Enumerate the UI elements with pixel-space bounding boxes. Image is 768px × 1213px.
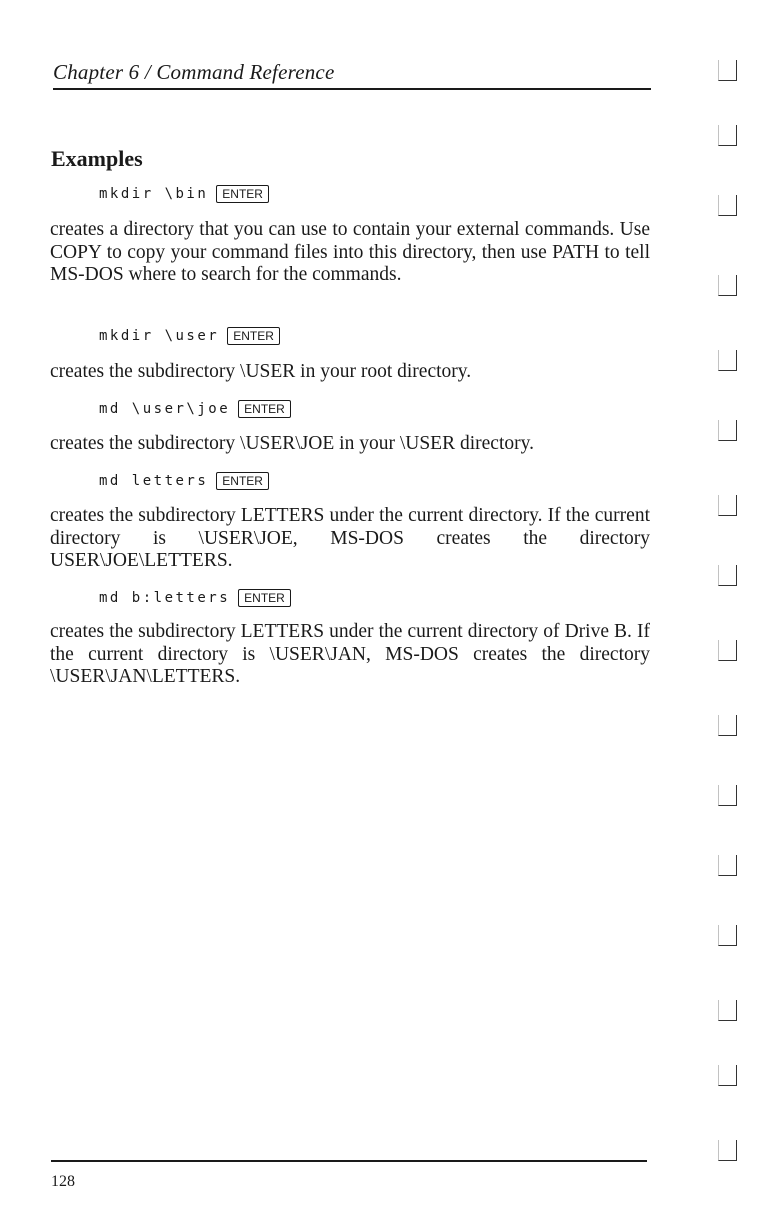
chapter-header: Chapter 6 / Command Reference: [53, 60, 335, 84]
command-text: mkdir \bin: [99, 186, 209, 202]
binding-mark: [718, 195, 737, 216]
example-description: creates the subdirectory \USER\JOE in your \USER directory.: [50, 433, 534, 454]
example-command-mkdir-bin: [99, 183, 269, 205]
enter-key-icon: ENTER: [216, 185, 269, 203]
binding-mark: [718, 350, 737, 371]
enter-key-icon: ENTER: [238, 400, 291, 418]
binding-mark: [718, 925, 737, 946]
example-description: creates the subdirectory LETTERS under the current directory. If the current directory is \USER\JOE, MS-DOS creates the directory USER\JOE\LETTERS.: [50, 505, 650, 571]
binding-marks: [712, 50, 742, 1170]
command-text: md b:letters: [99, 590, 231, 606]
command-text: mkdir \user: [99, 328, 220, 344]
example-description: creates a directory that you can use to contain your external commands. Use COPY to copy your command files into this directory, then use PATH to tell MS-DOS where to search for the commands.: [50, 219, 650, 285]
page-number: 128: [51, 1173, 75, 1190]
binding-mark: [718, 420, 737, 441]
command-text: md letters: [99, 473, 209, 489]
enter-key-icon: ENTER: [238, 589, 291, 607]
binding-mark: [718, 1140, 737, 1161]
binding-mark: [718, 495, 737, 516]
binding-mark: [718, 125, 737, 146]
section-heading: Examples: [51, 146, 143, 171]
binding-mark: [718, 60, 737, 81]
binding-mark: [718, 640, 737, 661]
binding-mark: [718, 715, 737, 736]
example-description: creates the subdirectory \USER in your root directory.: [50, 361, 472, 382]
example-command-md-b-letters: [99, 587, 291, 609]
binding-mark: [718, 1065, 737, 1086]
binding-mark: [718, 785, 737, 806]
footer-rule: [51, 1160, 647, 1162]
example-description: creates the subdirectory LETTERS under the current directory of Drive B. If the current directory is \USER\JAN, MS-DOS creates the directory \USER\JAN\LETTERS.: [50, 621, 650, 687]
binding-mark: [718, 565, 737, 586]
example-command-md-user-joe: [99, 398, 291, 420]
enter-key-icon: ENTER: [216, 472, 269, 490]
example-command-md-letters: [99, 470, 269, 492]
binding-mark: [718, 1000, 737, 1021]
enter-key-icon: ENTER: [227, 327, 280, 345]
binding-mark: [718, 855, 737, 876]
command-text: md \user\joe: [99, 401, 231, 417]
header-rule: [53, 88, 651, 90]
example-command-mkdir-user: [99, 325, 280, 347]
binding-mark: [718, 275, 737, 296]
